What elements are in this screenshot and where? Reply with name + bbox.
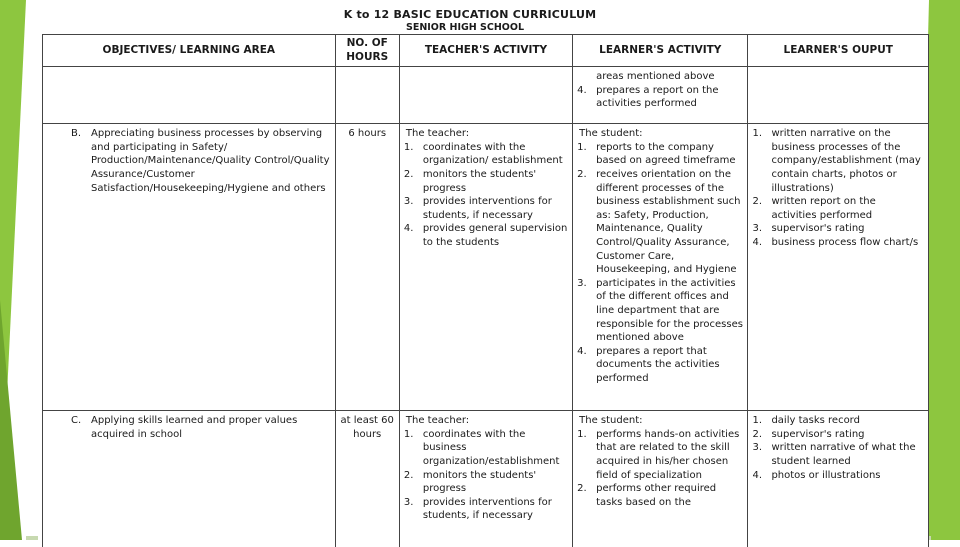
document-subtitle: SENIOR HIGH SCHOOL: [405, 22, 525, 33]
list-item-text: written report on the activities performed: [771, 196, 876, 221]
list-item-text: performs hands-on activities that are related to the skill acquired in his/her chosen field of specialization: [596, 428, 740, 481]
list-item: [404, 168, 568, 195]
list-item-text: participates in the activities of the different offices and line department that are responsible for the processes mentioned above: [596, 277, 743, 344]
list-item-text: prepares a report on the activities performed: [596, 84, 719, 110]
objective-text: Applying skills learned and proper values acquired in school: [91, 415, 298, 440]
list-item: [752, 222, 924, 236]
list-item: [577, 84, 743, 111]
cell-objective: [43, 411, 336, 547]
list-item: [577, 428, 743, 482]
list-item-number: 1.: [752, 128, 762, 140]
list-item: [577, 277, 743, 345]
list-item: [404, 496, 568, 523]
list-item-number: 1.: [403, 141, 414, 153]
cell-output: [748, 124, 929, 411]
list-item-text: written narrative on the business processes of the company/establishment (may contain charts, photos or illustrations): [771, 128, 921, 194]
objective-letter: C.: [71, 415, 82, 427]
list-item-text: provides interventions for students, if necessary: [422, 196, 552, 221]
list-item-number: 1.: [403, 428, 414, 440]
learner-lead: The student:: [579, 128, 643, 140]
list-item-number: 1.: [577, 428, 587, 440]
list-item-number: 3.: [752, 442, 762, 454]
list-item-number: 4.: [577, 345, 587, 357]
cell-teacher: [399, 67, 572, 124]
cell-objective: [43, 124, 336, 411]
col-header-output: LEARNER'S OUPUT: [748, 35, 929, 67]
list-item-number: 2.: [577, 168, 587, 180]
objective-letter: B.: [71, 128, 82, 140]
list-item: [577, 345, 743, 386]
list-item-number: 2.: [403, 469, 414, 481]
left-green-accent-fold: [0, 300, 22, 540]
list-item-number: 4.: [403, 223, 414, 235]
list-item: [752, 441, 924, 468]
learner-continuation-text: areas mentioned above: [596, 71, 715, 83]
list-item-number: 2.: [752, 196, 762, 208]
list-item: [404, 428, 568, 469]
table-header-row: [43, 35, 929, 67]
list-item-number: 4.: [752, 236, 762, 248]
list-item-number: 2.: [403, 168, 414, 180]
list-item: [752, 236, 924, 250]
col-header-learner: LEARNER'S ACTIVITY: [573, 35, 748, 67]
list-item-text: provides general supervision to the students: [422, 223, 568, 248]
list-item-number: 3.: [577, 277, 587, 289]
list-item: [752, 195, 924, 222]
cell-hours: [335, 67, 399, 124]
list-item: [404, 222, 568, 249]
cell-output: [748, 67, 929, 124]
curriculum-table: [42, 34, 929, 547]
list-item-text: business process flow chart/s: [771, 236, 919, 248]
list-item-number: 1.: [577, 141, 587, 153]
list-item-text: coordinates with the organization/ establishment: [422, 141, 563, 167]
list-item: [752, 428, 924, 442]
list-item-number: 3.: [403, 196, 414, 208]
table-row-b: [43, 124, 929, 411]
cell-learner: [573, 67, 748, 124]
col-header-hours: NO. OF HOURS: [335, 35, 399, 67]
list-item-text: supervisor's rating: [771, 223, 865, 235]
list-item-text: reports to the company based on agreed timeframe: [596, 141, 736, 167]
teacher-lead: The teacher:: [405, 415, 470, 427]
col-header-teacher: TEACHER'S ACTIVITY: [399, 35, 572, 67]
list-item-text: written narrative of what the student learned: [771, 442, 916, 467]
col-header-objectives: OBJECTIVES/ LEARNING AREA: [43, 35, 336, 67]
list-item-number: 2.: [577, 483, 587, 495]
cell-objective: [43, 67, 336, 124]
objective-text: Appreciating business processes by observing and participating in Safety/ Production/Maintenance/Quality Control/Quality Assurance/Customer Satisfaction/Housekeeping/Hygiene and others: [91, 128, 330, 194]
table-row-c: [43, 411, 929, 547]
list-item: [752, 414, 924, 428]
list-item-number: 4.: [752, 469, 762, 481]
teacher-lead: The teacher:: [405, 128, 470, 140]
cell-output: [748, 411, 929, 547]
cell-learner: [573, 124, 748, 411]
right-green-bar: [929, 0, 960, 540]
list-item-text: supervisor's rating: [771, 428, 865, 440]
list-item-text: photos or illustrations: [771, 469, 881, 481]
list-item-number: 3.: [403, 496, 414, 508]
list-item-text: performs other required tasks based on the: [596, 483, 717, 508]
list-item-number: 2.: [752, 428, 762, 440]
list-item-text: monitors the students' progress: [422, 168, 537, 194]
list-item-text: receives orientation on the different processes of the business establishment such as: Safety, Production, Maintenance, Quality Control/Quality Assurance, Customer Care, Housekeeping, and Hygiene: [596, 168, 741, 276]
list-item: [577, 168, 743, 277]
list-item: [577, 482, 743, 509]
list-item: [404, 195, 568, 222]
cell-hours: 6 hours: [335, 124, 399, 411]
list-item: [404, 141, 568, 168]
list-item: [752, 127, 924, 195]
list-item-number: 3.: [752, 223, 762, 235]
list-item-text: coordinates with the business organization/establishment: [422, 428, 560, 467]
list-item-number: 4.: [577, 84, 587, 96]
list-item-number: 1.: [752, 415, 762, 427]
cell-teacher: [399, 411, 572, 547]
list-item-text: monitors the students' progress: [422, 469, 537, 495]
cell-hours: at least 60 hours: [335, 411, 399, 547]
cell-teacher: [399, 124, 572, 411]
cell-learner: [573, 411, 748, 547]
list-item-text: prepares a report that documents the activities performed: [596, 345, 720, 384]
list-item-text: daily tasks record: [771, 415, 860, 427]
list-item: [577, 141, 743, 168]
document-header: [0, 8, 940, 33]
list-item-text: provides interventions for students, if necessary: [422, 496, 552, 522]
learner-lead: The student:: [579, 415, 643, 427]
table-row-continued: [43, 67, 929, 124]
document-title: K to 12 BASIC EDUCATION CURRICULUM: [343, 8, 597, 21]
list-item: [752, 469, 924, 483]
list-item: [404, 469, 568, 496]
